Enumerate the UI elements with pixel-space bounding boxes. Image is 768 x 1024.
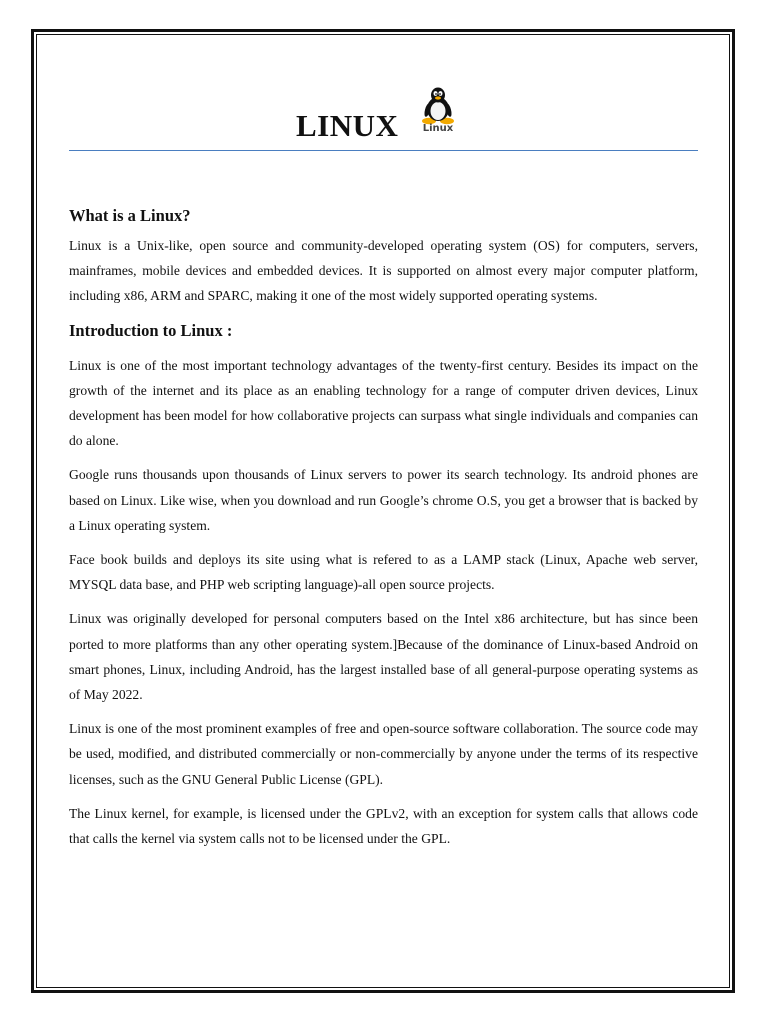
paragraph: The Linux kernel, for example, is licensed under the GPLv2, with an exception for system calls that allows code that calls the kernel via system calls not to be licensed under the GPL. [69,805,698,847]
paragraph: Linux is a Unix-like, open source and community-developed operating system (OS) for computers, servers, mainframes, mobile devices and embedded devices. It is supported on almost every major computer platform, including x86, ARM and SPARC, making it one of the most widely supported operating systems. [69,238,698,304]
paragraph: Google runs thousands upon thousands of Linux servers to power its search technology. Its android phones are based on Linux. Like wise, when you download and run Google’s chrome O.S, you get a browser that is backed by a Linux operating system. [69,467,698,533]
document-title: LINUX [296,108,399,143]
paragraph: Linux was originally developed for personal computers based on the Intel x86 architecture, but has since been ported to more platforms than any other operating system.]Because of the dominance of Linux-based Android on smart phones, Linux, including Android, has the largest installed base of all general-purpose operating systems as of May 2022. [69,611,698,703]
paragraph: Linux is one of the most important technology advantages of the twenty-first century. Besides its impact on the growth of the internet and its place as an enabling technology for a range of computer driven devices, Linux development has been model for how collaborative projects can surpass what single individuals and companies can do alone. [69,357,698,449]
section-heading-what-is: What is a Linux? [69,206,191,225]
section-heading-introduction: Introduction to Linux : [69,320,233,340]
header-divider [69,150,698,151]
paragraph: Face book builds and deploys its site using what is refered to as a LAMP stack (Linux, Apache web server, MYSQL data base, and PHP web scripting language)-all open source projects. [69,552,698,593]
logo-caption: Linux [422,123,454,134]
document-header [0,86,768,142]
paragraph: Linux is one of the most prominent examples of free and open-source software collaboration. The source code may be used, modified, and distributed commercially or non-commercially by anyone under the terms of its respective licenses, such as the GNU General Public License (GPL). [69,721,698,787]
tux-penguin-icon [414,86,462,138]
document-body [69,203,698,860]
